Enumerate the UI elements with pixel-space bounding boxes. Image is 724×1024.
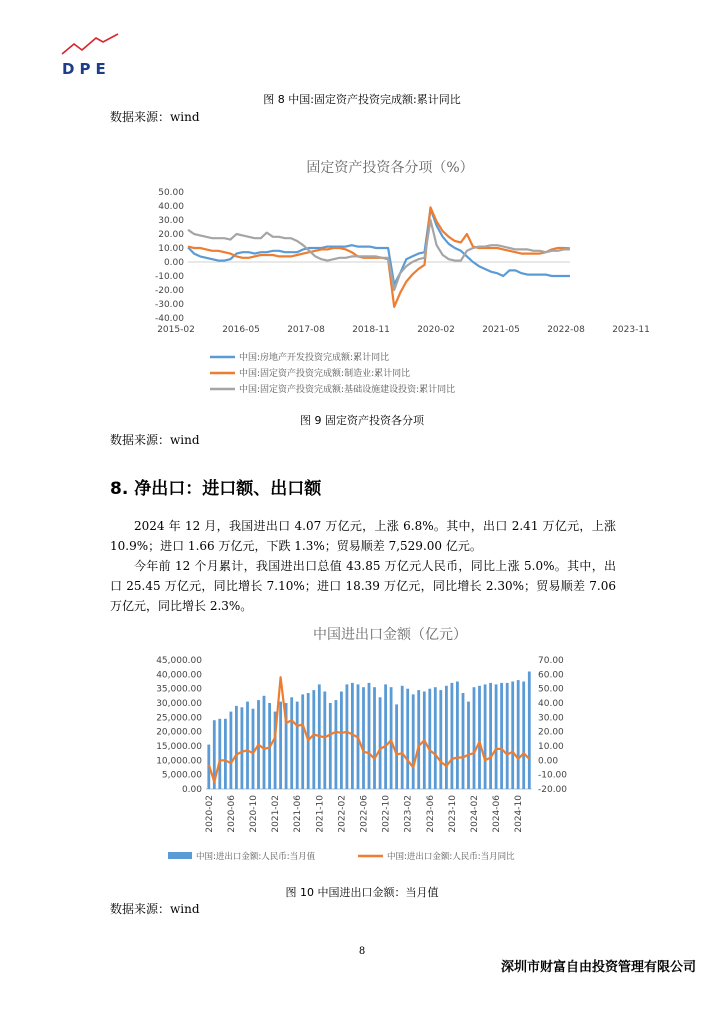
bar	[246, 702, 249, 789]
bar	[412, 694, 415, 789]
bar	[263, 696, 266, 789]
y-tick-label: 25,000.00	[156, 713, 202, 724]
bar	[456, 682, 459, 790]
y2-tick-label: 0.00	[538, 756, 559, 767]
y-tick-label: 10,000.00	[156, 756, 202, 767]
figure10-caption: 图 10 中国进出口金额：当月值	[285, 886, 439, 899]
bar	[528, 672, 531, 790]
legend-label-bar: 中国:进出口金额:人民币:当月值	[196, 852, 316, 862]
paragraph-monthly: 2024 年 12 月，我国进出口 4.07 万亿元，上涨 6.8%。其中，出口 2.41 万亿元，上涨 10.9%；进口 1.66 万亿元，下跌 1.3%；贸易顺差 7,529.00 亿元。	[110, 519, 616, 553]
bar	[417, 690, 420, 789]
bar	[506, 683, 509, 789]
x-tick-label: 2023-06	[425, 795, 436, 833]
bar	[241, 707, 244, 789]
y-tick-label: 40,000.00	[156, 670, 202, 681]
x-tick-label: 2022-06	[359, 795, 370, 833]
bar	[495, 684, 498, 789]
figure9-source: 数据来源：wind	[110, 433, 200, 447]
bar	[462, 693, 465, 789]
y2-tick-label: 50.00	[538, 684, 564, 695]
y-tick-label: -20.00	[154, 286, 184, 296]
x-tick-label: 2024-10	[514, 795, 525, 833]
logo-text: DPE	[62, 60, 111, 78]
figure9-caption: 图 9 固定资产投资各分项	[300, 414, 424, 427]
company-logo	[60, 34, 122, 80]
y-tick-label: 30.00	[158, 216, 184, 226]
bar	[235, 706, 238, 789]
bar	[439, 690, 442, 789]
y-tick-label: 5,000.00	[161, 770, 202, 781]
bar	[428, 689, 431, 789]
y-tick-label: 15,000.00	[156, 742, 202, 752]
bar	[252, 709, 255, 789]
page-number: 8	[358, 946, 366, 957]
x-tick-label: 2020-10	[248, 795, 259, 833]
bar	[230, 712, 233, 789]
x-tick-label: 2021-02	[271, 795, 282, 833]
bar	[467, 702, 470, 789]
x-tick-label: 2022-08	[547, 325, 585, 335]
series-line-3	[188, 220, 570, 290]
x-tick-label: 2023-10	[447, 795, 458, 833]
bar	[346, 684, 349, 789]
y2-tick-label: -10.00	[538, 770, 568, 781]
x-tick-label: 2020-02	[204, 795, 215, 833]
bar	[379, 697, 382, 789]
y-tick-label: 0.00	[181, 785, 202, 795]
x-tick-label: 2017-08	[287, 325, 325, 335]
x-tick-label: 2021-05	[482, 325, 520, 335]
series-line-1	[188, 209, 570, 285]
x-tick-label: 2023-02	[403, 795, 414, 833]
bar	[478, 686, 481, 789]
y2-tick-label: -20.00	[538, 785, 568, 795]
legend-label: 中国:固定资产投资完成额:制造业:累计同比	[239, 369, 411, 379]
bar	[373, 687, 376, 789]
x-tick-label: 2024-02	[469, 795, 480, 833]
bar	[434, 687, 437, 789]
bar	[406, 689, 409, 789]
bar	[296, 702, 299, 789]
figure10-chart-title: 中国进出口金额（亿元）	[313, 627, 467, 643]
bar	[451, 683, 454, 789]
bar	[340, 692, 343, 790]
bar	[473, 687, 476, 789]
legend-swatch-bar	[168, 852, 192, 859]
bar	[522, 682, 525, 790]
bar	[224, 719, 227, 789]
legend-label-line: 中国:进出口金额:人民币:当月同比	[387, 852, 515, 862]
company-name: 深圳市财富自由投资管理有限公司	[500, 960, 696, 975]
figure9-chart-title: 固定资产投资各分项（%）	[306, 160, 474, 176]
y-tick-label: 45,000.00	[156, 656, 202, 666]
y-tick-label: 20,000.00	[156, 727, 202, 738]
bar	[312, 690, 315, 789]
bar	[368, 683, 371, 789]
figure8-source: 数据来源：wind	[110, 110, 200, 124]
y-tick-label: 0.00	[163, 258, 184, 268]
x-tick-label: 2016-05	[222, 325, 260, 335]
bar	[301, 694, 304, 789]
legend-label: 中国:固定资产投资完成额:基础设施建设投资:累计同比	[239, 385, 456, 395]
bar	[517, 680, 520, 789]
x-tick-label: 2015-02	[157, 325, 195, 335]
y-tick-label: -40.00	[154, 314, 184, 324]
bar	[290, 697, 293, 789]
y-tick-label: -10.00	[154, 272, 184, 282]
y2-tick-label: 10.00	[538, 742, 564, 752]
bar	[484, 684, 487, 789]
y-tick-label: 35,000.00	[156, 684, 202, 695]
y2-tick-label: 40.00	[538, 699, 564, 709]
y-tick-label: 10.00	[158, 244, 184, 254]
bar	[445, 686, 448, 789]
x-tick-label: 2024-06	[492, 795, 503, 833]
figure10-source: 数据来源：wind	[110, 902, 200, 916]
bar	[395, 704, 398, 789]
section-heading: 8. 净出口：进口额、出口额	[110, 479, 322, 499]
y2-tick-label: 30.00	[538, 713, 564, 724]
y-tick-label: 20.00	[158, 230, 184, 240]
x-tick-label: 2018-11	[352, 325, 390, 335]
x-tick-label: 2021-10	[315, 795, 326, 833]
figure10-bar-line-chart	[140, 648, 610, 874]
x-tick-label: 2020-06	[226, 795, 237, 833]
paragraph-annual: 今年前 12 个月累计，我国进出口总值 43.85 万亿元人民币，同比上涨 5.0%。其中，出口 25.45 万亿元，同比增长 7.10%；进口 18.39 万亿元，同比增长 2.30%；贸易顺差 7.06 万亿元，同比增长 2.3%。	[110, 559, 616, 613]
y-tick-label: 30,000.00	[156, 699, 202, 709]
y-tick-label: -30.00	[154, 300, 184, 310]
x-tick-label: 2021-06	[293, 795, 304, 833]
bar	[401, 686, 404, 789]
y2-tick-label: 20.00	[538, 727, 564, 738]
x-tick-label: 2022-02	[337, 795, 348, 833]
bar	[390, 687, 393, 789]
y2-tick-label: 70.00	[538, 656, 564, 666]
y2-tick-label: 60.00	[538, 670, 564, 681]
bar	[500, 683, 503, 789]
y-tick-label: 40.00	[158, 202, 184, 212]
figure9-line-chart	[140, 180, 650, 412]
x-tick-label: 2020-02	[417, 325, 455, 335]
figure8-caption: 图 8 中国:固定资产投资完成额:累计同比	[263, 93, 461, 106]
bar	[511, 682, 514, 790]
bar	[489, 683, 492, 789]
bar	[218, 719, 221, 789]
bar	[335, 700, 338, 789]
y-tick-label: 50.00	[158, 188, 184, 198]
bar	[329, 703, 332, 789]
bar	[279, 702, 282, 789]
x-tick-label: 2023-11	[612, 325, 650, 335]
x-tick-label: 2022-10	[381, 795, 392, 833]
bar	[384, 684, 387, 789]
bar	[323, 692, 326, 790]
legend-label: 中国:房地产开发投资完成额:累计同比	[239, 353, 390, 363]
bar	[362, 687, 365, 789]
